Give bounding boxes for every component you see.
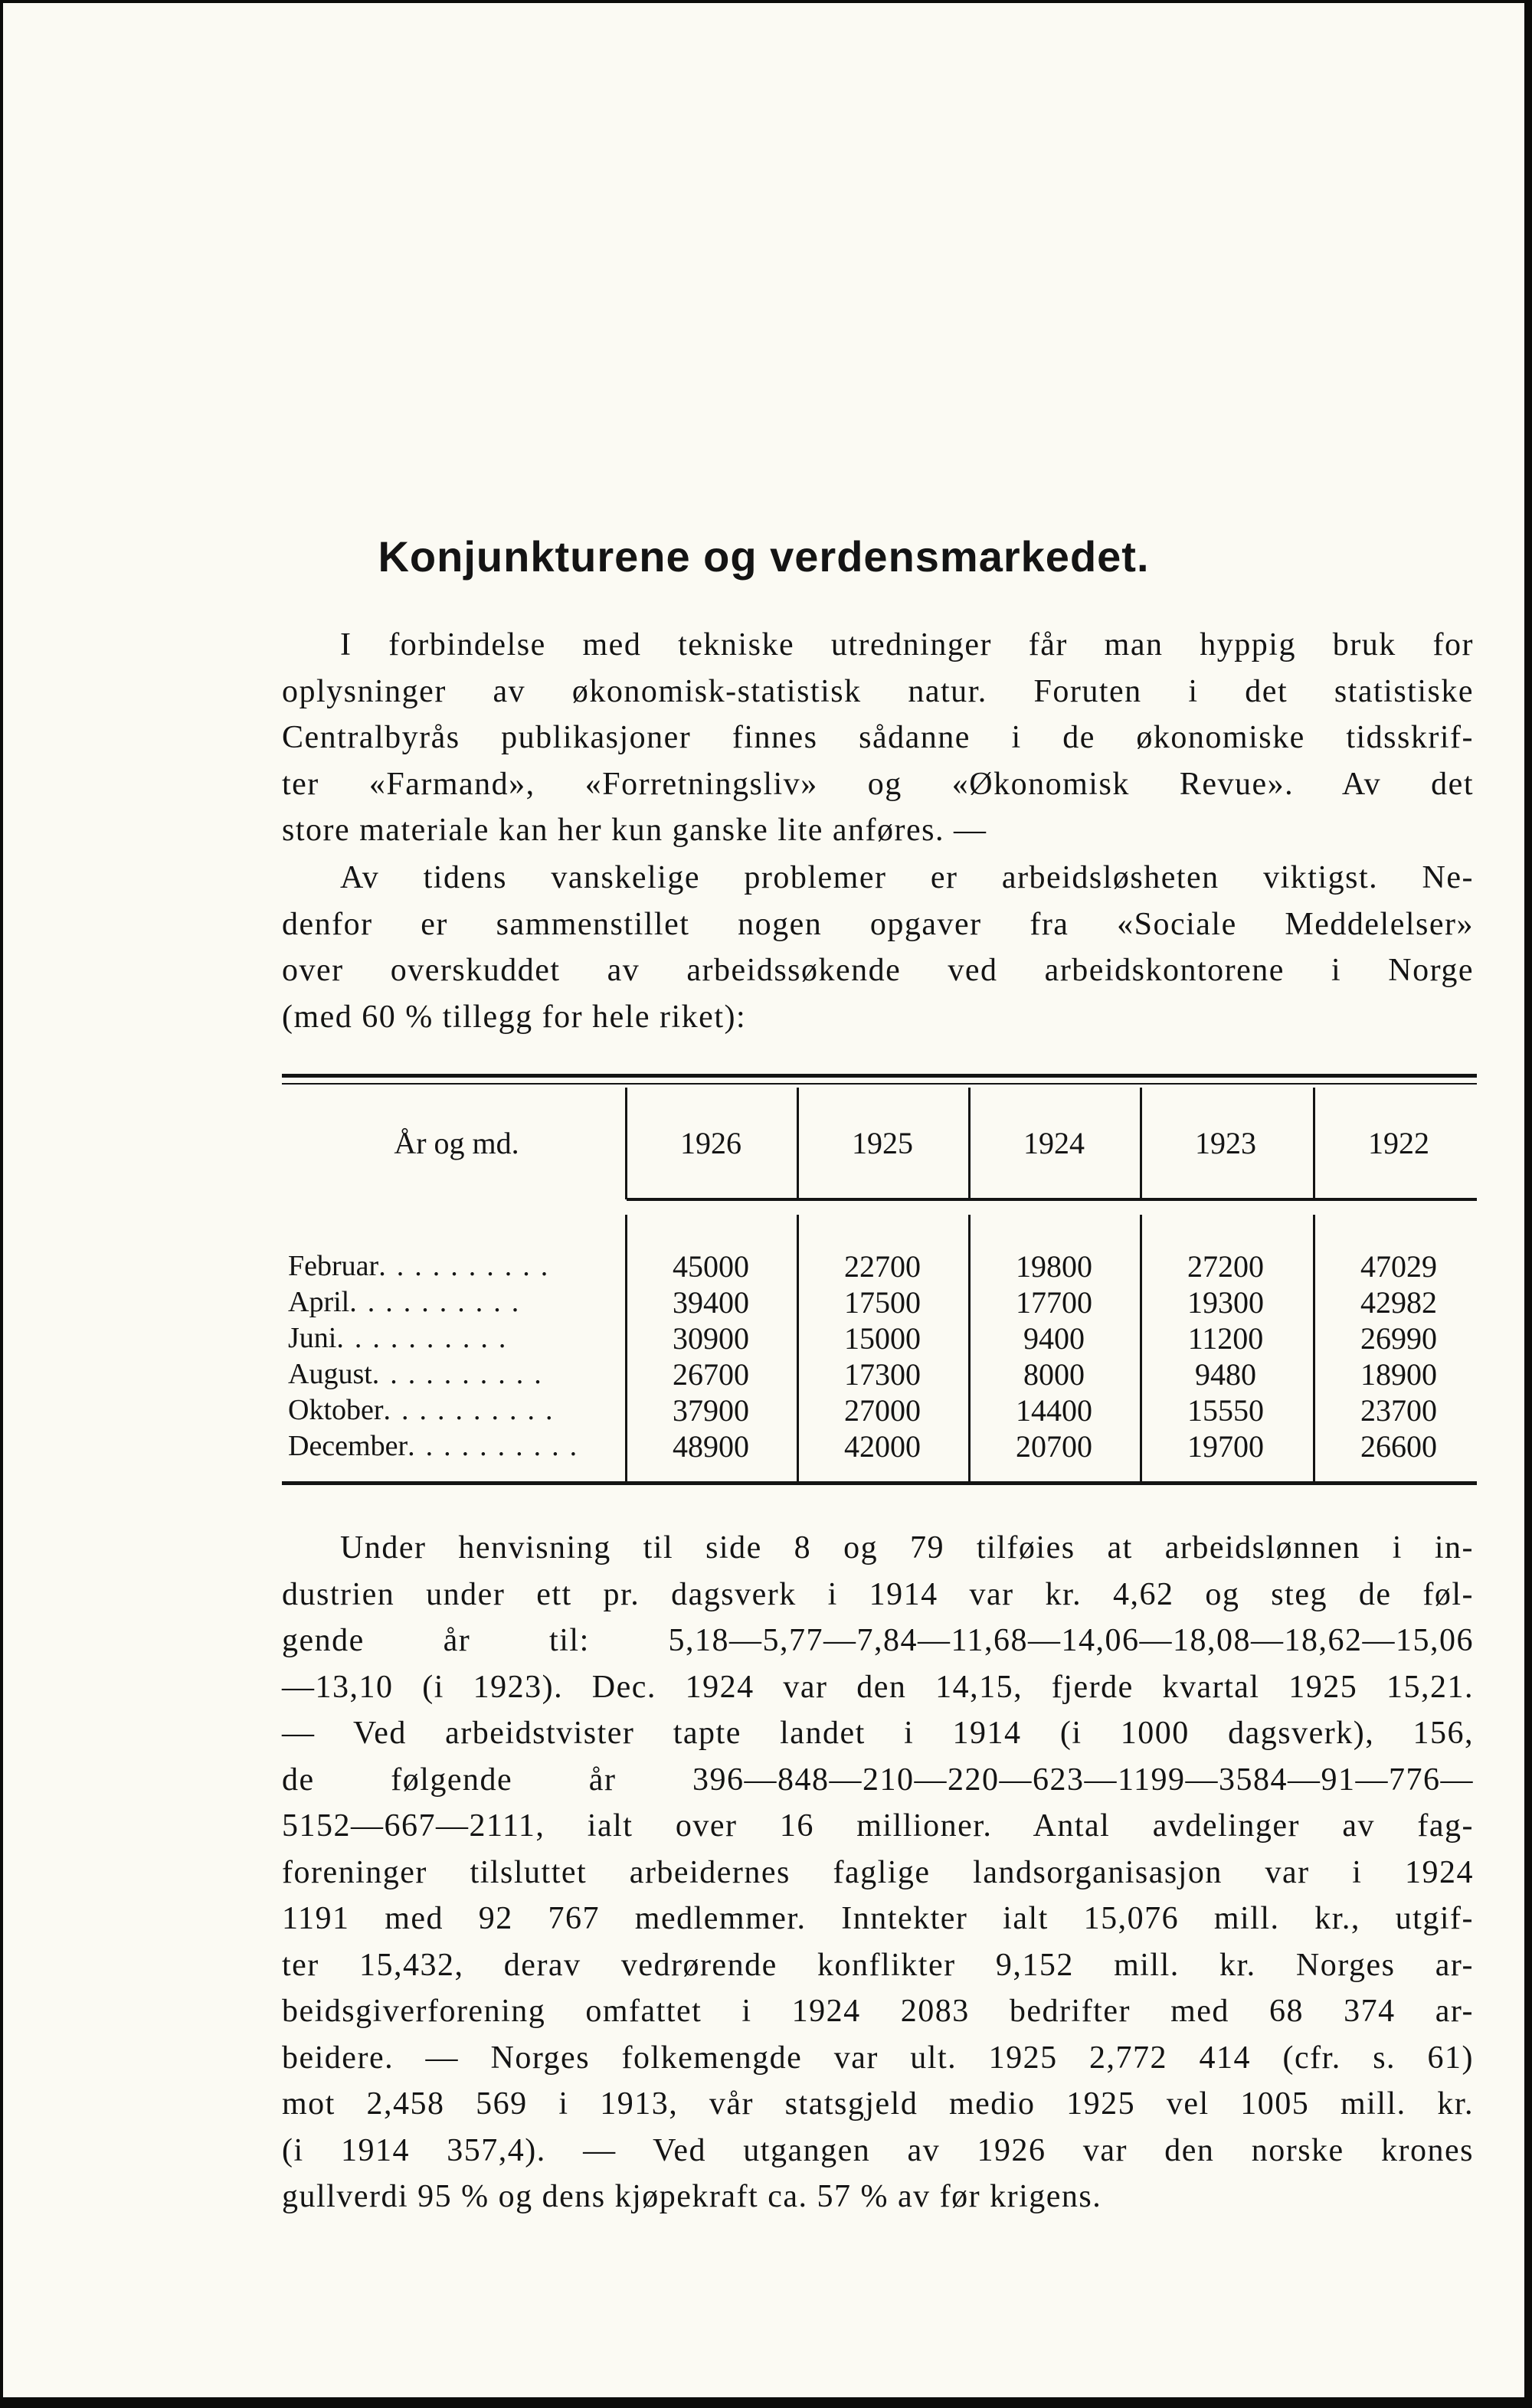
- table-cell: 26700: [673, 1357, 749, 1392]
- month-label: Februar: [288, 1250, 379, 1282]
- wages-paragraph: [282, 1525, 1474, 2220]
- text-line: Centralbyrås publikasjoner finnes sådanne i de økonomiske tidsskrif-: [282, 720, 1474, 755]
- column-divider: [797, 1088, 799, 1199]
- text-line: ter «Farmand», «Forretningsliv» og «Økonomisk Revue». Av det: [282, 766, 1474, 802]
- text-line: (i 1914 357,4). — Ved utgangen av 1926 var den norske krones: [282, 2132, 1474, 2168]
- document-page: [3, 3, 1524, 2397]
- header-label: År og md.: [394, 1126, 519, 1160]
- text-line: (med 60 % tillegg for hele riket):: [282, 999, 747, 1035]
- text-line: dustrien under ett pr. dagsverk i 1914 var kr. 4,62 og steg de føl-: [282, 1576, 1474, 1612]
- table-cell: 27000: [844, 1393, 921, 1428]
- intro-paragraph: [282, 622, 1474, 854]
- text-line: 1191 med 92 767 medlemmer. Inntekter ialt 15,076 mill. kr., utgif-: [282, 1901, 1474, 1936]
- text-line: — Ved arbeidstvister tapte landet i 1914 (i 1000 dagsverk), 156,: [282, 1716, 1474, 1751]
- text-line: ter 15,432, derav vedrørende konflikter 9,152 mill. kr. Norges ar-: [282, 1947, 1474, 1983]
- text-line: foreninger tilsluttet arbeidernes faglige landsorganisasjon var i 1924: [282, 1854, 1474, 1890]
- table-cell: 11200: [1187, 1321, 1264, 1356]
- year-column-1924: [977, 1248, 1131, 1464]
- month-label: December: [288, 1430, 408, 1462]
- text-line: gullverdi 95 % og dens kjøpekraft ca. 57 % av før krigens.: [282, 2179, 1102, 2214]
- text-line: beidsgiverforening omfattet i 1924 2083 bedrifter med 68 374 ar-: [282, 1994, 1474, 2029]
- header-year: 1925: [852, 1126, 913, 1160]
- column-divider: [797, 1215, 799, 1483]
- table-cell: 19800: [1016, 1249, 1092, 1284]
- table-cell: 19300: [1187, 1285, 1264, 1320]
- table-cell: 42982: [1360, 1285, 1437, 1320]
- table-cell: 14400: [1016, 1393, 1092, 1428]
- column-divider: [1313, 1215, 1315, 1483]
- header-year: 1923: [1195, 1126, 1256, 1160]
- year-column-1926: [634, 1248, 787, 1464]
- text-line: over overskuddet av arbeidssøkende ved arbeidskontorene i Norge: [282, 953, 1474, 988]
- text-line: —13,10 (i 1923). Dec. 1924 var den 14,15, fjerde kvartal 1925 15,21.: [282, 1669, 1474, 1705]
- table-cell: 18900: [1360, 1357, 1437, 1392]
- month-row: Juni ..........: [288, 1320, 625, 1356]
- unemployment-paragraph: [282, 855, 1474, 1040]
- month-row: Februar ..........: [288, 1248, 625, 1284]
- column-divider: [1313, 1088, 1315, 1199]
- month-row: December ..........: [288, 1428, 625, 1464]
- table-cell: 8000: [1023, 1357, 1085, 1392]
- table-top-rule-thin: [282, 1083, 1477, 1085]
- header-year: 1922: [1368, 1126, 1429, 1160]
- table-cell: 47029: [1360, 1249, 1437, 1284]
- table-cell: 17300: [844, 1357, 921, 1392]
- table-cell: 15550: [1187, 1393, 1264, 1428]
- table-cell: 26600: [1360, 1429, 1437, 1464]
- table-cell: 15000: [844, 1321, 921, 1356]
- table-cell: 19700: [1187, 1429, 1264, 1464]
- column-divider: [968, 1215, 971, 1483]
- year-column-1925: [806, 1248, 959, 1464]
- month-label: August: [288, 1358, 372, 1390]
- month-row: April ..........: [288, 1284, 625, 1320]
- text-line: denfor er sammenstillet nogen opgaver fra «Sociale Meddelelser»: [282, 906, 1474, 942]
- month-column: [288, 1248, 625, 1464]
- table-cell: 26990: [1360, 1321, 1437, 1356]
- text-line: store materiale kan her kun ganske lite anføres. —: [282, 813, 987, 848]
- text-line: 5152—667—2111, ialt over 16 millioner. Antal avdelinger av fag-: [282, 1808, 1474, 1844]
- month-label: Oktober: [288, 1394, 384, 1426]
- table-cell: 23700: [1360, 1393, 1437, 1428]
- table-cell: 9480: [1195, 1357, 1256, 1392]
- table-cell: 17700: [1016, 1285, 1092, 1320]
- text-line: de følgende år 396—848—210—220—623—1199—3584—91—776—: [282, 1762, 1474, 1798]
- table-bottom-rule: [282, 1481, 1477, 1485]
- text-line: oplysninger av økonomisk-statistisk natur. Foruten i det statistiske: [282, 673, 1474, 709]
- header-year: 1926: [680, 1126, 741, 1160]
- table-cell: 27200: [1187, 1249, 1264, 1284]
- table-header-rule: [627, 1198, 1477, 1201]
- column-divider: [625, 1088, 627, 1199]
- table-cell: 20700: [1016, 1429, 1092, 1464]
- text-line: Av tidens vanskelige problemer er arbeidsløsheten viktigst. Ne-: [340, 860, 1474, 895]
- column-divider: [1140, 1215, 1142, 1483]
- table-cell: 48900: [673, 1429, 749, 1464]
- month-label: April: [288, 1286, 350, 1318]
- year-column-1922: [1322, 1248, 1475, 1464]
- text-line: I forbindelse med tekniske utredninger får man hyppig bruk for: [340, 627, 1474, 663]
- text-line: Under henvisning til side 8 og 79 tilføies at arbeidslønnen i in-: [340, 1530, 1474, 1566]
- table-cell: 17500: [844, 1285, 921, 1320]
- table-cell: 45000: [673, 1249, 749, 1284]
- month-label: Juni: [288, 1322, 337, 1354]
- table-cell: 30900: [673, 1321, 749, 1356]
- column-divider: [968, 1088, 971, 1199]
- year-column-1923: [1149, 1248, 1302, 1464]
- table-cell: 39400: [673, 1285, 749, 1320]
- text-line: mot 2,458 569 i 1913, vår statsgjeld medio 1925 vel 1005 mill. kr.: [282, 2086, 1474, 2122]
- page-title: Konjunkturene og verdensmarkedet.: [378, 532, 1150, 581]
- table-top-rule: [282, 1074, 1477, 1078]
- table-cell: 37900: [673, 1393, 749, 1428]
- column-divider: [1140, 1088, 1142, 1199]
- month-row: Oktober ..........: [288, 1392, 625, 1428]
- column-divider: [625, 1215, 627, 1483]
- table-cell: 22700: [844, 1249, 921, 1284]
- table-cell: 9400: [1023, 1321, 1085, 1356]
- text-line: beidere. — Norges folkemengde var ult. 1925 2,772 414 (cfr. s. 61): [282, 2040, 1474, 2076]
- text-line: gende år til: 5,18—5,77—7,84—11,68—14,06—18,08—18,62—15,06: [282, 1623, 1474, 1658]
- month-row: August ..........: [288, 1356, 625, 1392]
- table-cell: 42000: [844, 1429, 921, 1464]
- header-year: 1924: [1023, 1126, 1085, 1160]
